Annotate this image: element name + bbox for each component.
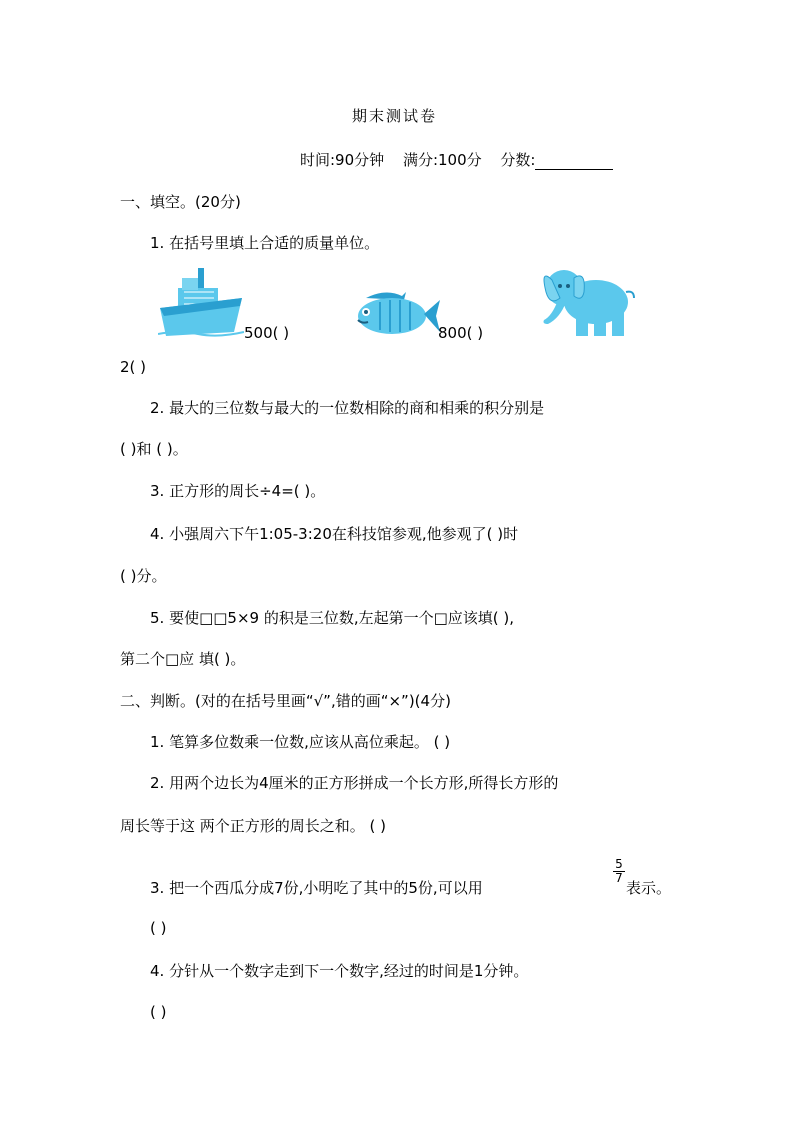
s1-q2-line1: 2. 最大的三位数与最大的一位数相除的商和相乘的积分别是	[150, 399, 545, 417]
s2-q4-paren[interactable]: ( )	[150, 1003, 167, 1021]
exam-info	[300, 150, 627, 170]
fraction-five-sevenths	[613, 858, 625, 885]
score-blank[interactable]	[535, 153, 613, 170]
score-label: 分数:	[500, 151, 536, 169]
fish-mass-blank[interactable]: 800( )	[438, 324, 484, 342]
exam-time: 时间:90分钟	[300, 151, 385, 169]
section1-heading: 一、填空。(20分)	[120, 193, 241, 211]
s1-q5-line2[interactable]: 第二个□应 填( )。	[120, 650, 246, 668]
fraction-numerator: 5	[613, 858, 625, 872]
s2-q2-line2[interactable]: 周长等于这 两个正方形的周长之和。 ( )	[120, 817, 387, 835]
fraction-denominator: 7	[615, 871, 623, 885]
elephant-icon	[538, 262, 638, 340]
section2-heading: 二、判断。(对的在括号里画“√”,错的画“×”)(4分)	[120, 692, 451, 710]
ship-icon	[158, 262, 244, 338]
s1-q5-line1[interactable]: 5. 要使□□5×9 的积是三位数,左起第一个□应该填( ),	[150, 609, 515, 627]
s1-q3-text[interactable]: 3. 正方形的周长÷4=( )。	[150, 482, 326, 500]
s2-q3-text: 3. 把一个西瓜分成7份,小明吃了其中的5份,可以用	[150, 879, 483, 897]
fish-icon	[346, 288, 440, 340]
s1-q2-line2[interactable]: ( )和 ( )。	[120, 440, 188, 458]
s1-q4-line2[interactable]: ( )分。	[120, 567, 167, 585]
elephant-mass-blank[interactable]: 2( )	[120, 358, 147, 376]
s1-q1-text: 1. 在括号里填上合适的质量单位。	[150, 234, 380, 252]
ship-mass-blank[interactable]: 500( )	[244, 324, 290, 342]
s2-q1-text[interactable]: 1. 笔算多位数乘一位数,应该从高位乘起。 ( )	[150, 733, 451, 751]
s2-q3-paren[interactable]: ( )	[150, 919, 167, 937]
s2-q4-text: 4. 分针从一个数字走到下一个数字,经过的时间是1分钟。	[150, 962, 529, 980]
exam-full-score: 满分:100分	[402, 151, 482, 169]
s1-q4-line1[interactable]: 4. 小强周六下午1:05-3:20在科技馆参观,他参观了( )时	[150, 525, 519, 543]
s2-q2-line1: 2. 用两个边长为4厘米的正方形拼成一个长方形,所得长方形的	[150, 774, 559, 792]
page-title: 期末测试卷	[352, 107, 438, 125]
s2-q3-suffix: 表示。	[626, 879, 672, 897]
